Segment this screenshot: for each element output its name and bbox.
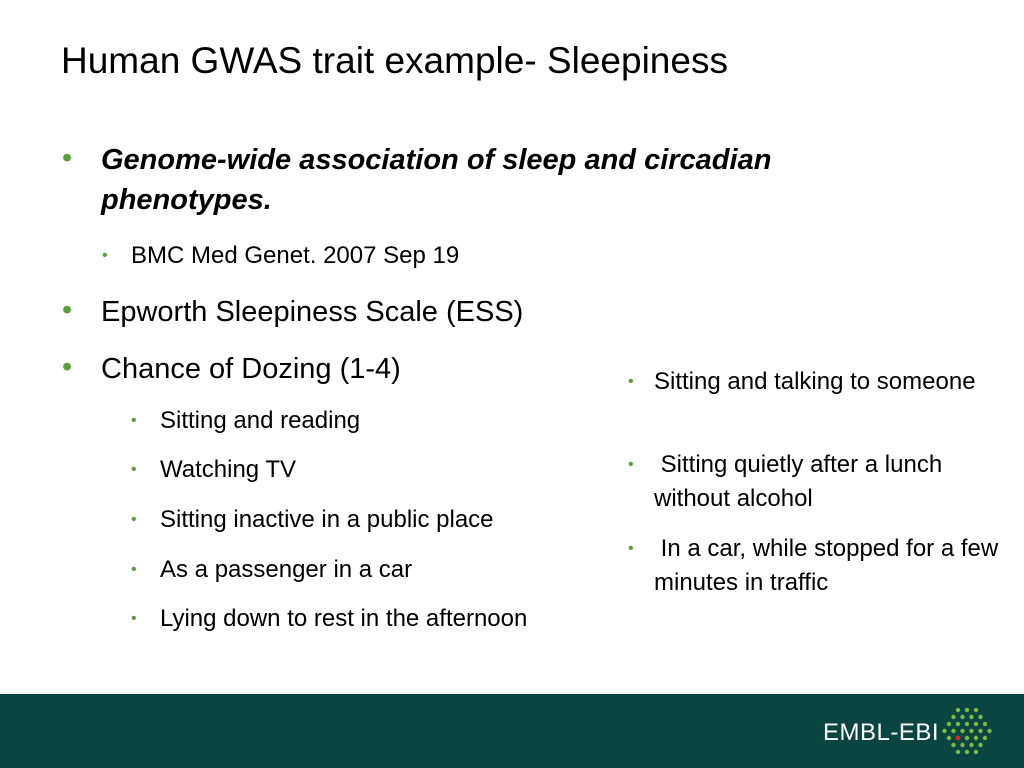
bullet-text: Lying down to rest in the afternoon	[160, 605, 528, 632]
bullet-text: As a passenger in a car	[160, 556, 413, 583]
bullet-icon: •	[628, 373, 634, 390]
bullet-icon: •	[628, 540, 634, 557]
bullet-text: Sitting inactive in a public place	[160, 506, 494, 533]
bullet-icon: •	[131, 610, 137, 627]
bullet-icon: •	[131, 461, 137, 478]
bullet-icon: •	[102, 247, 108, 264]
bullet-text: Watching TV	[160, 456, 297, 483]
sub-bullet-dozing	[131, 553, 413, 587]
right-bullet-item	[628, 448, 1004, 516]
bullet-text: In a car, while stopped for a few minutes in traffic	[654, 535, 1005, 596]
bullet-icon: •	[62, 351, 73, 383]
bullet-text: Genome-wide association of sleep and circadian phenotypes.	[101, 144, 772, 216]
bullet-item-chance-of-dozing	[62, 349, 401, 389]
bullet-item-genome-wide	[62, 140, 921, 220]
bullet-icon: •	[131, 511, 137, 528]
bullet-icon: •	[62, 142, 73, 174]
bullet-text: Chance of Dozing (1-4)	[101, 353, 401, 385]
bullet-text: Sitting and reading	[160, 407, 361, 434]
bullet-text: Epworth Sleepiness Scale (ESS)	[101, 296, 524, 328]
bullet-text: Sitting quietly after a lunch without alcohol	[654, 451, 949, 512]
bullet-icon: •	[628, 456, 634, 473]
sub-bullet-dozing	[131, 602, 528, 636]
right-bullet-item	[628, 365, 1004, 399]
bullet-item-ess	[62, 292, 524, 332]
sub-bullet-dozing	[131, 453, 297, 487]
bullet-text: Sitting and talking to someone	[654, 368, 976, 395]
bullet-icon: •	[131, 561, 137, 578]
sub-bullet-dozing	[131, 404, 361, 438]
sub-bullet-citation	[102, 239, 460, 273]
embl-ebi-logo-text: EMBL-EBI	[823, 719, 940, 746]
bullet-icon: •	[131, 412, 137, 429]
slide-title: Human GWAS trait example- Sleepiness	[61, 40, 728, 81]
bullet-icon: •	[62, 294, 73, 326]
bullet-text: BMC Med Genet. 2007 Sep 19	[131, 242, 460, 269]
right-bullet-item	[628, 532, 1005, 600]
embl-ebi-dot-hexagon-icon	[940, 704, 994, 758]
sub-bullet-dozing	[131, 503, 494, 537]
